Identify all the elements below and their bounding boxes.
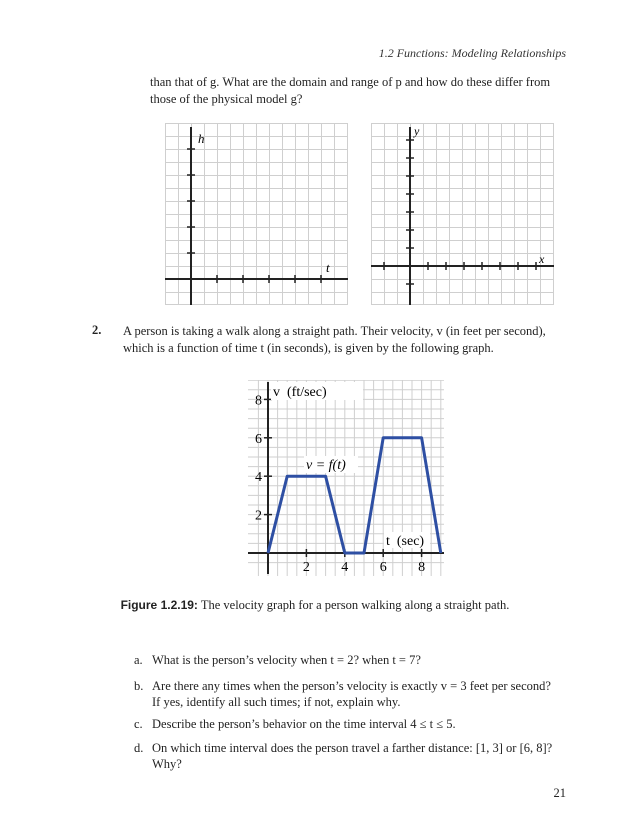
- question-label: c.: [134, 717, 143, 731]
- blank-grid-y-x: [371, 123, 554, 305]
- y-tick-label: 4: [255, 470, 262, 486]
- figure-caption-label: Figure 1.2.19:: [120, 598, 198, 612]
- left-vertical-label: h: [198, 131, 205, 146]
- y-tick-label: 2: [255, 508, 262, 524]
- chart-y-label: v (ft/sec): [273, 385, 327, 400]
- figure-caption: [0, 598, 630, 613]
- question-label: d.: [134, 741, 144, 755]
- problem-number: 2.: [92, 323, 102, 337]
- page-number: 21: [553, 786, 566, 800]
- question-label: b.: [134, 679, 144, 693]
- intro-line-2: those of the physical model g?: [150, 92, 303, 106]
- problem-statement: [123, 323, 573, 357]
- blank-grid-h-t: [165, 123, 348, 305]
- intro-line-1: than that of g. What are the domain and range of p and how do these differ from: [150, 75, 551, 89]
- y-tick-label: 8: [255, 393, 262, 409]
- velocity-chart: [248, 380, 444, 576]
- chart-x-label: t (sec): [386, 534, 425, 549]
- x-tick-label: 8: [418, 560, 426, 575]
- right-axis-ticks: [384, 140, 536, 284]
- left-axis-ticks: [187, 149, 321, 283]
- question-label: a.: [134, 653, 143, 667]
- running-header: 1.2 Functions: Modeling Relationships: [378, 46, 566, 60]
- x-tick-label: 4: [341, 560, 349, 575]
- right-horizontal-label: x: [539, 252, 545, 266]
- question-text: On which time interval does the person travel a farther distance: [1, 3] or [6, 8]? Why?: [152, 741, 553, 771]
- figure-caption-text: The velocity graph for a person walking along a straight path.: [197, 598, 510, 612]
- left-horizontal-label: t: [326, 260, 330, 275]
- chart-annotation: v = f(t): [306, 458, 346, 473]
- question-text: What is the person’s velocity when t = 2? when t = 7?: [152, 653, 421, 667]
- intro-paragraph: [150, 74, 570, 108]
- problem-line-2: which is a function of time t (in seconds), is given by the following graph.: [123, 341, 494, 355]
- x-tick-label: 2: [302, 560, 310, 575]
- right-vertical-label: y: [414, 124, 420, 138]
- question-text: Describe the person’s behavior on the time interval 4 ≤ t ≤ 5.: [152, 717, 456, 731]
- problem-line-1: A person is taking a walk along a straight path. Their velocity, v (in feet per second),: [123, 324, 546, 338]
- y-tick-label: 6: [255, 431, 262, 447]
- x-tick-label: 6: [379, 560, 387, 575]
- grid-lines-right: [371, 123, 554, 305]
- question-text: Are there any times when the person’s velocity is exactly v = 3 feet per second? If yes, identify all such times; if not, explain why.: [152, 679, 551, 709]
